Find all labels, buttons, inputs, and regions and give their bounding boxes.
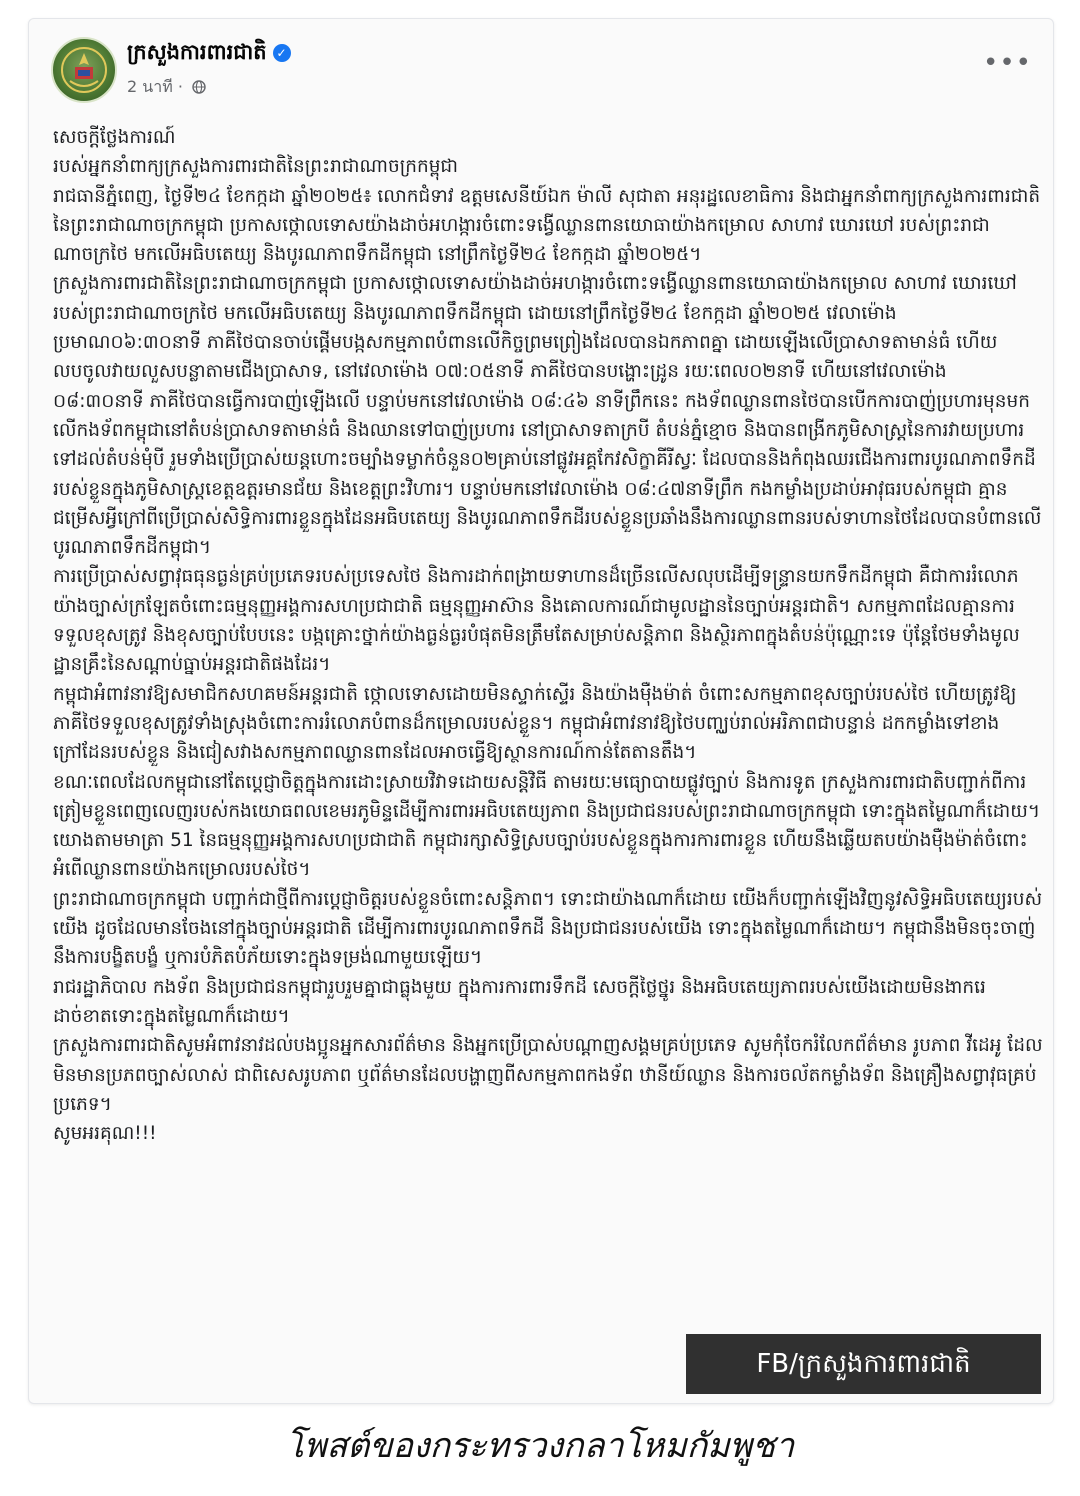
post-paragraph: ព្រះរាជាណាចក្រកម្ពុជា បញ្ជាក់ជាថ្មីពីការប្តេជ្ញាចិត្តរបស់ខ្លួនចំពោះសន្តិភាព។ ទោះជាយ៉ាងណាក៏ដោយ យើងក៏បញ្ជាក់ឡើងវិញនូវសិទ្ធិអធិបតេយ្យរបស់យើង ដូចដែលមានចែងនៅក្នុងច្បាប់អន្តរជាតិ ដើម្បីការពារបូរណភាពទឹកដី និងប្រជាជនរបស់យើង ទោះក្នុងតម្លៃណាក៏ដោយ។ កម្ពុជានឹងមិនចុះចាញ់នឹងការបង្ខិតបង្ខំ ឬការបំភិតបំភ័យទោះក្នុងទម្រង់ណាមួយឡើយ។ xyxy=(53,888,1043,969)
facebook-post-card xyxy=(28,18,1054,1404)
post-paragraph: រាជរដ្ឋាភិបាល កងទ័ព និងប្រជាជនកម្ពុជារួបរួមគ្នាជាធ្លុងមួយ ក្នុងការការពារទឹកដី សេចក្តីថ្លៃថ្នូរ និងអធិបតេយ្យភាពរបស់យើងដោយមិនងាករេដាច់ខាតទោះក្នុងតម្លៃណាក៏ដោយ។ xyxy=(53,976,986,1027)
post-body xyxy=(53,123,1043,1393)
post-timestamp[interactable]: 2 นาที · xyxy=(127,77,183,96)
page-avatar[interactable] xyxy=(51,37,117,103)
post-meta xyxy=(127,75,206,100)
post-header xyxy=(51,35,1031,105)
more-options-button[interactable]: ••• xyxy=(983,48,1033,78)
post-paragraph: សេចក្តីថ្លែងការណ៍ xyxy=(53,127,176,148)
post-paragraph: ការប្រើប្រាស់សព្វាវុធធុនធ្ងន់គ្រប់ប្រភេទរបស់ប្រទេសថៃ និងការដាក់ពង្រាយទាហានដ៏ច្រើនលើសលុបដើម្បីទន្ទ្រានយកទឹកដីកម្ពុជា គឺជាការរំលោភយ៉ាងច្បាស់ក្រឡែតចំពោះធម្មនុញ្ញអង្គការសហប្រជាជាតិ ធម្មនុញ្ញអាស៊ាន និងគោលការណ៍ជាមូលដ្ឋាននៃច្បាប់អន្តរជាតិ។ សកម្មភាពដែលគ្មានការទទួលខុសត្រូវ និងខុសច្បាប់បែបនេះ បង្កគ្រោះថ្នាក់យ៉ាងធ្ងន់ធ្ងរបំផុតមិនត្រឹមតែសម្រាប់សន្តិភាព និងស្ថិរភាពក្នុងតំបន់ប៉ុណ្ណោះទេ ប៉ុន្តែថែមទាំងមូលដ្ឋានគ្រឹះនៃសណ្តាប់ធ្នាប់អន្តរជាតិផងដែរ។ xyxy=(53,566,1020,676)
image-caption: โพสต์ของกระทรวงกลาโหมกัมพูชา xyxy=(285,1426,795,1466)
page-name[interactable]: ក្រសួងការពារជាតិ xyxy=(127,40,267,64)
post-paragraph: ខណៈពេលដែលកម្ពុជានៅតែប្តេជ្ញាចិត្តក្នុងការដោះស្រាយវិវាទដោយសន្តិវិធី តាមរយៈមធ្យោបាយផ្លូវច្បាប់ និងការទូត ក្រសួងការពារជាតិបញ្ជាក់ពីការត្រៀមខ្លួនពេញលេញរបស់កងយោធពលខេមរភូមិន្ទដើម្បីការពារអធិបតេយ្យភាព និងប្រជាជនរបស់ព្រះរាជាណាចក្រកម្ពុជា ទោះក្នុងតម្លៃណាក៏ដោយ។ យោងតាមមាត្រា 51 នៃធម្មនុញ្ញអង្គការសហប្រជាជាតិ កម្ពុជារក្សាសិទ្ធិស្របច្បាប់របស់ខ្លួនក្នុងការការពារខ្លួន ហើយនឹងឆ្លើយតបយ៉ាងម៉ឺងម៉ាត់ចំពោះអំពើឈ្លានពានយ៉ាងកម្រោលរបស់ថៃ។ xyxy=(53,771,1041,881)
post-paragraph: របស់អ្នកនាំពាក្យក្រសួងការពារជាតិនៃព្រះរាជាណាចក្រកម្ពុជា xyxy=(53,156,459,178)
verified-badge-icon: ✓ xyxy=(273,44,291,62)
ministry-emblem-icon xyxy=(53,39,115,101)
globe-icon xyxy=(192,80,206,94)
post-paragraph: សូមអរគុណ!!! xyxy=(53,1123,157,1145)
post-paragraph: ក្រសួងការពារជាតិនៃព្រះរាជាណាចក្រកម្ពុជា ប្រកាសថ្កោលទោសយ៉ាងដាច់អហង្ការចំពោះទង្វើឈ្លានពានយោធាយ៉ាងកម្រោល សាហាវ ឃោរឃៅ របស់ព្រះរាជាណាចក្រថៃ មកលើអធិបតេយ្យ និងបូរណភាពទឹកដីកម្ពុជា ដោយនៅព្រឹកថ្ងៃទី២៤ ខែកក្កដា ឆ្នាំ២០២៥ វេលាម៉ោងប្រមាណ០៦:៣០នាទី ភាគីថៃបានចាប់ផ្តើមបង្កសកម្មភាពបំពានលើកិច្ចព្រមព្រៀងដែលបានឯកភាពគ្នា ដោយឡើងលើប្រាសាទតាមាន់ធំ ហើយលបចូលវាយលួសបន្លាតាមជើងប្រាសាទ, នៅវេលាម៉ោង ០៧:០៥នាទី ភាគីថៃបានបង្ហោះដ្រូន រយៈពេល០២នាទី ហើយនៅវេលាម៉ោង ០៨:៣០នាទី ភាគីថៃបានធ្វើការបាញ់ឡើងលើ បន្ទាប់មកនៅវេលាម៉ោង ០៨:៤៦ នាទីព្រឹកនេះ កងទ័ពឈ្លានពានថៃបានបើកការបាញ់ប្រហារមុនមកលើកងទ័ពកម្ពុជានៅតំបន់ប្រាសាទតាមាន់ធំ និងឈានទៅបាញ់ប្រហារ នៅប្រាសាទតាក្របី តំបន់ភ្នំខ្មោច និងបានពង្រីកភូមិសាស្ត្រនៃការវាយប្រហារទៅដល់តំបន់មុំបី រួមទាំងប្រើប្រាស់យន្តហោះចម្បាំងទម្លាក់ចំនួន០២គ្រាប់នៅផ្លូវអគ្គកែវសិក្ខាគីរីស្វៈ ដែលបាននិងកំពុងឈរជើងការពារបូរណភាពទឹកដីរបស់ខ្លួនក្នុងភូមិសាស្ត្រខេត្តឧត្តរមានជ័យ និងខេត្តព្រះវិហារ។ បន្ទាប់មកនៅវេលាម៉ោង ០៨:៤៧នាទីព្រឹក កងកម្លាំងប្រដាប់អាវុធរបស់កម្ពុជា គ្មានជម្រើសអ្វីក្រៅពីប្រើប្រាស់សិទ្ធិការពារខ្លួនក្នុងដែនអធិបតេយ្យ និងបូរណភាពទឹកដីរបស់ខ្លួនប្រឆាំងនឹងការឈ្លានពានរបស់ទាហានថៃដែលបានបំពានលើបូរណភាពទឹកដីកម្ពុជា។ xyxy=(53,273,1042,559)
page-name-link[interactable] xyxy=(127,39,291,70)
source-watermark: FB/ក្រសួងការពារជាតិ xyxy=(686,1334,1041,1394)
post-paragraph: កម្ពុជាអំពាវនាវឱ្យសមាជិកសហគមន៍អន្តរជាតិ ថ្កោលទោសដោយមិនស្ទាក់ស្ទើរ និងយ៉ាងម៉ឺងម៉ាត់ ចំពោះសកម្មភាពខុសច្បាប់របស់ថៃ ហើយត្រូវឱ្យភាគីថៃទទួលខុសត្រូវទាំងស្រុងចំពោះការរំលោភបំពានដ៏កម្រោលរបស់ខ្លួន។ កម្ពុជាអំពាវនាវឱ្យថៃបញ្ឈប់រាល់អរិភាពជាបន្ទាន់ ដកកម្លាំងទៅខាងក្រៅដែនរបស់ខ្លួន និងជៀសវាងសកម្មភាពឈ្លានពានដែលអាចធ្វើឱ្យស្ថានការណ៍កាន់តែតានតឹង។ xyxy=(53,683,1017,764)
post-paragraph: ក្រសួងការពារជាតិសូមអំពាវនាវដល់បងប្អូនអ្នកសារព័ត៌មាន និងអ្នកប្រើប្រាស់បណ្តាញសង្គមគ្រប់ប្រភេទ សូមកុំចែករំលែកព័ត៌មាន រូបភាព វីដេអូ ដែលមិនមានប្រភពច្បាស់លាស់ ជាពិសេសរូបភាព ឬព័ត៌មានដែលបង្ហាញពីសកម្មភាពកងទ័ព ឋានីយ៍ឈ្លាន និងការចល័តកម្លាំងទ័ព និងគ្រឿងសព្វាវុធគ្រប់ប្រភេទ។ xyxy=(53,1035,1043,1115)
post-paragraph: រាជធានីភ្នំពេញ, ថ្ងៃទី២៤ ខែកក្កដា ឆ្នាំ២០២៥៖ លោកជំទាវ ឧត្តមសេនីយ៍ឯក ម៉ាលី សុជាតា អនុរដ្ឋលេខាធិការ និងជាអ្នកនាំពាក្យក្រសួងការពារជាតិ នៃព្រះរាជាណាចក្រកម្ពុជា ប្រកាសថ្កោលទោសយ៉ាងដាច់អហង្ការចំពោះទង្វើឈ្លានពានយោធាយ៉ាងកម្រោល សាហាវ ឃោរឃៅ របស់ព្រះរាជាណាចក្រថៃ មកលើអធិបតេយ្យ និងបូរណភាពទឹកដីកម្ពុជា នៅព្រឹកថ្ងៃទី២៤ ខែកក្កដា ឆ្នាំ២០២៥។ xyxy=(53,185,1041,266)
